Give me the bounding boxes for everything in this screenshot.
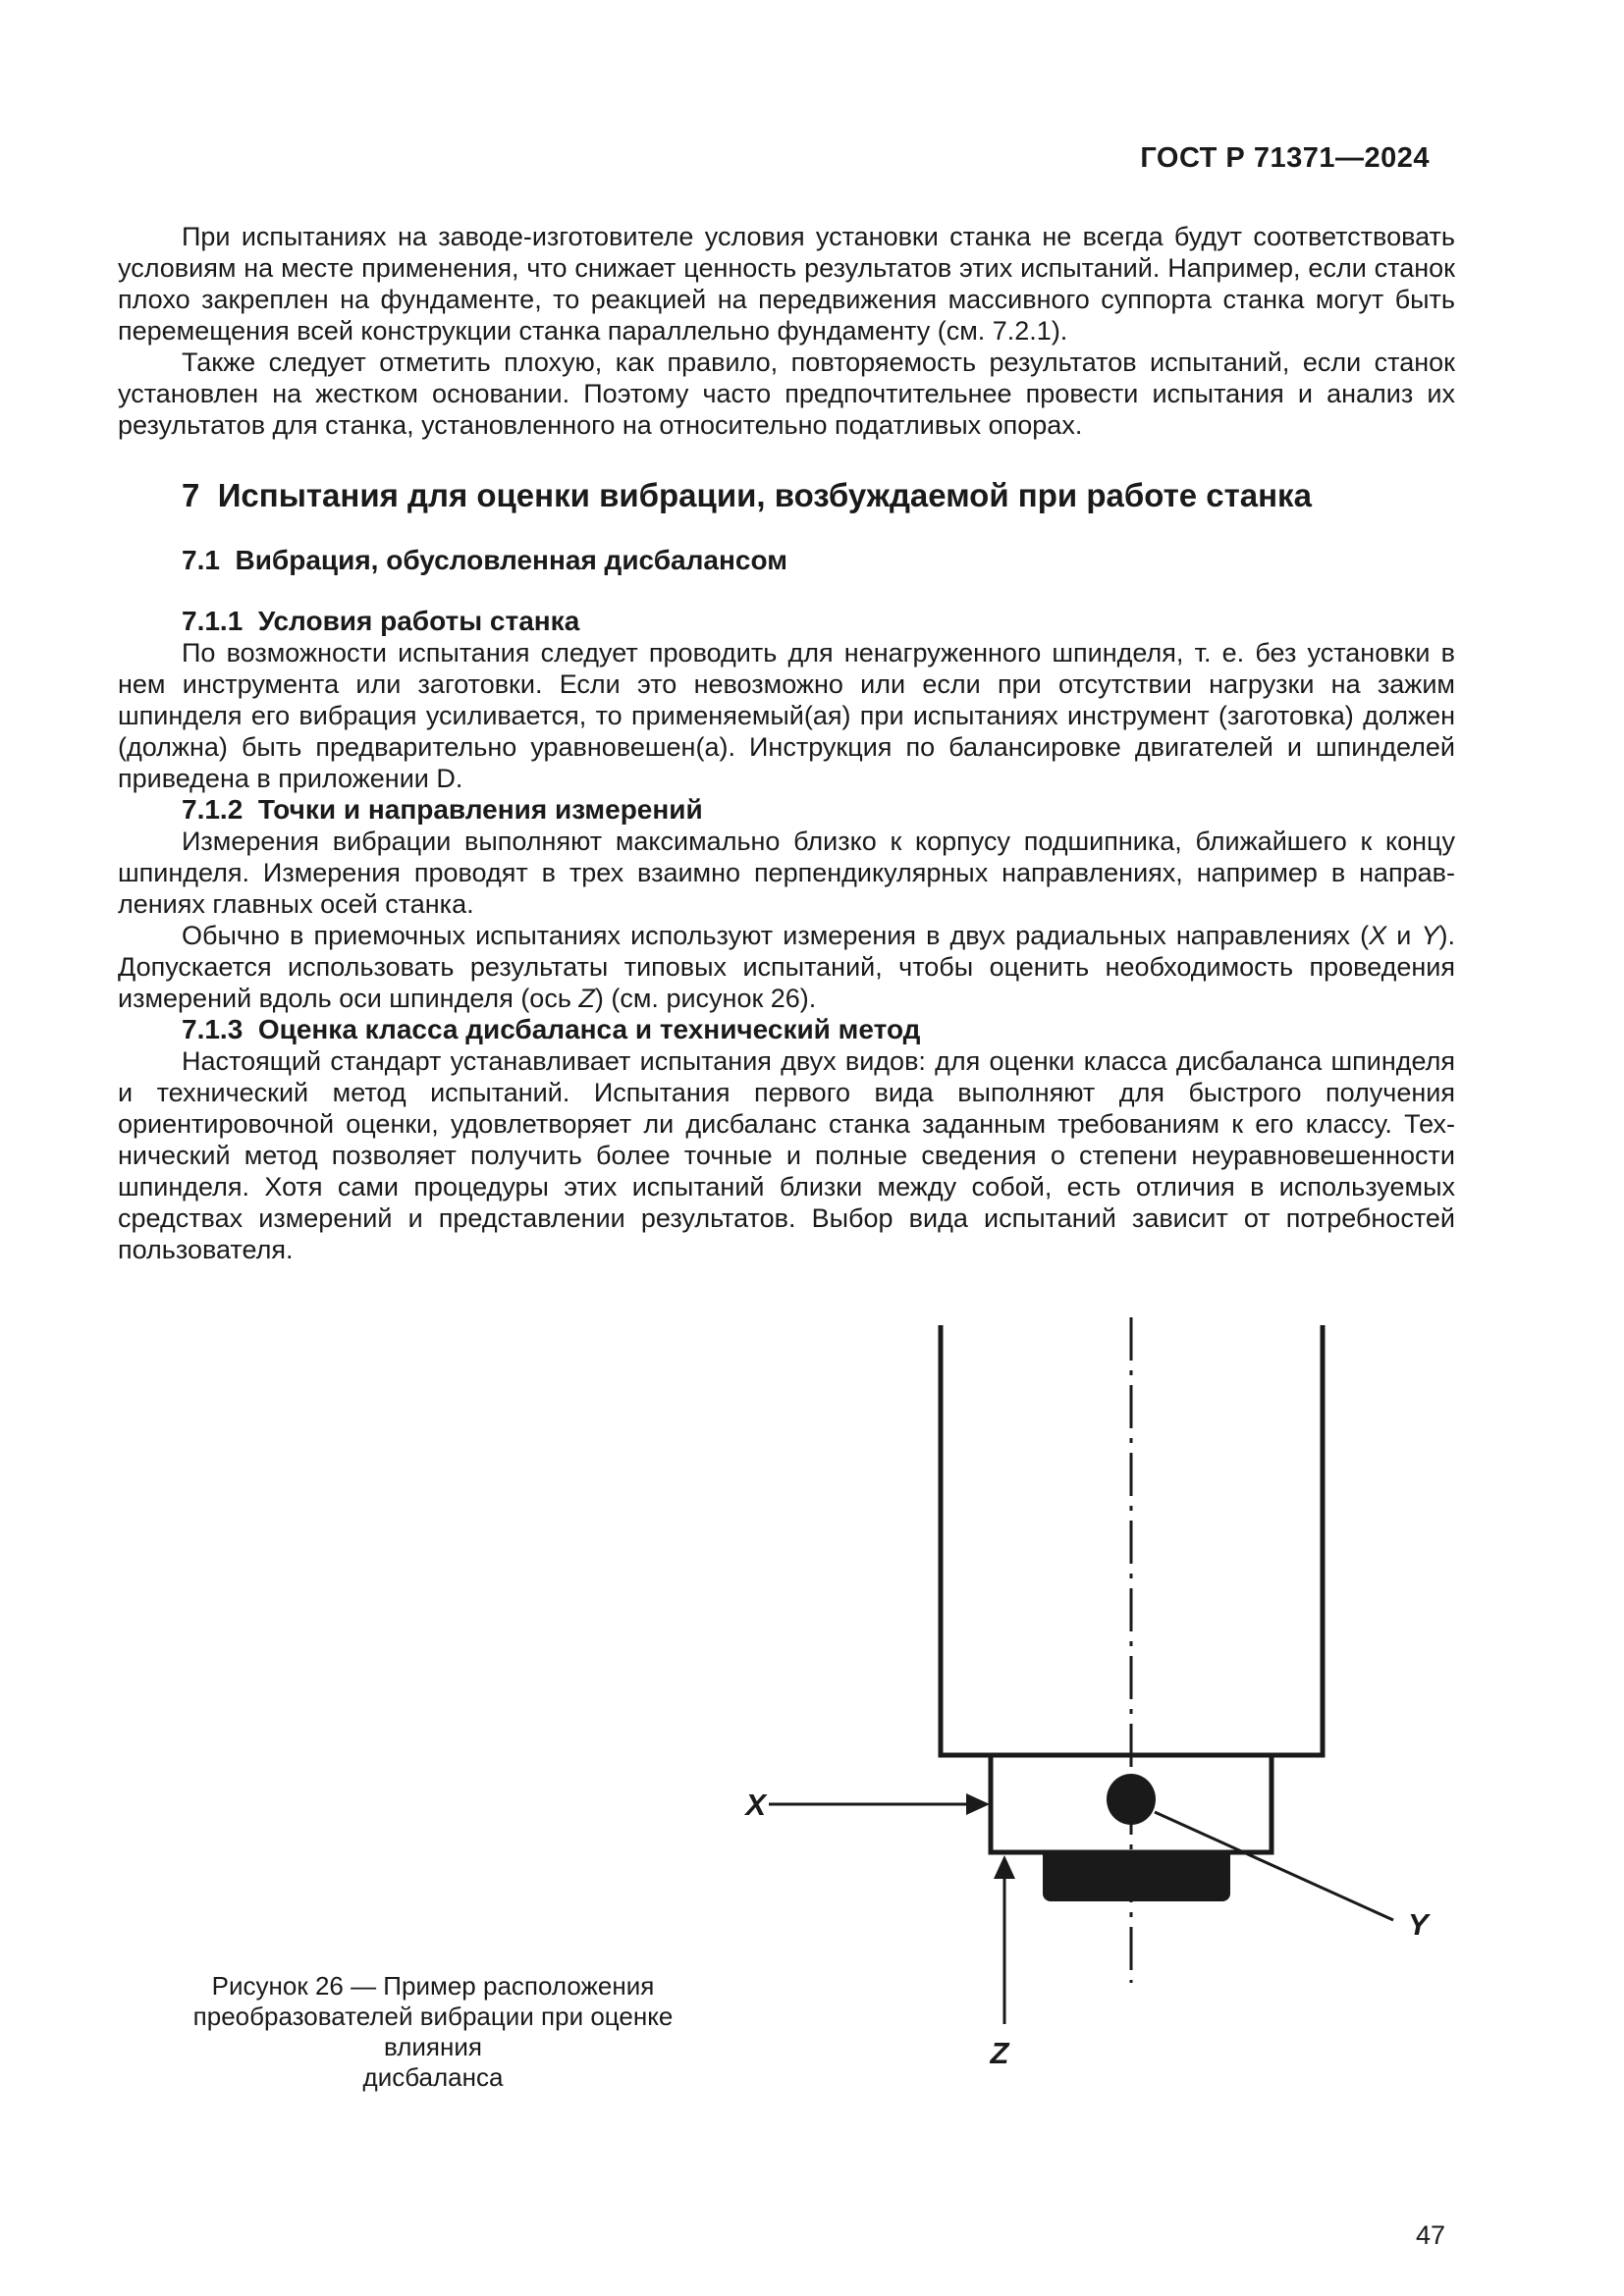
axis-y-inline: Y (1421, 921, 1439, 950)
caption-line-2: преобразователей вибрации при оценке влияния (192, 2002, 674, 2061)
figure-26-drawing (687, 1306, 1473, 2071)
caption-line-3: дисбаланса (362, 2062, 504, 2092)
paragraph-unbalance-class: Настоящий стандарт устанавливает испытания двух видов: для оценки класса дисбаланса шпинделя и технический метод испытаний. Испытания первого вида выполняют для быстрого получения ориентировочной оценки, удовлетворяет ли дисбаланс станка заданным требованиям к его классу. Технический метод позволяет получить более точные и полные сведения о степени неуравновешенности шпинделя. Хотя сами процедуры этих испытаний близки между собой, есть отличия в используемых средствах измерений и представлении результатов. Выбор вида испытаний зависит от потребностей пользователя. (118, 1046, 1455, 1264)
paragraph-spindle-operating-conditions: По возможности испытания следует проводить для ненагруженного шпинделя, т. е. без установки в нем инструмента или заготовки. Если это невозможно или если при отсутствии нагрузки на зажим шпинделя его вибрация усиливается, то применяемый(ая) при испытаниях инструмент (заготовка) должен (должна) быть предварительно уравновешен(а). Инструкция по балансировке двигателей и шпинделей приведена в приложении D. (118, 638, 1455, 793)
axis-z-label: Z (990, 2036, 1009, 2070)
x-arrow (769, 1793, 990, 1815)
axis-x-label: X (745, 1788, 766, 1822)
section-7-1-2-heading: 7.1.2 Точки и направления измерений (182, 794, 703, 825)
z-arrow (994, 1855, 1015, 2024)
text-segment: и (1386, 921, 1422, 950)
paragraph-measurement-points: Измерения вибрации выполняют максимально близко к корпусу подшипника, ближайшего к концу шпинделя. Измерения проводят в трех взаимно перпендикулярных направлениях, например в направлениях главных осей станка. (118, 827, 1455, 919)
spindle-nose-block (1043, 1853, 1230, 1901)
text-segment: ). Допускается использовать результаты типовых испытаний, чтобы оценить необходимость проведения измерений вдоль оси шпинделя (ось (118, 921, 1455, 1013)
paragraph-repeatability: Также следует отметить плохую, как правило, повторяемость результатов испытаний, если станок установлен на жестком основании. Поэтому часто предпочтительнее провести испытания и анализ их результатов для станка, установленного на относительно податливых опорах. (118, 347, 1455, 440)
caption-line-1: Рисунок 26 — Пример расположения (211, 1971, 655, 2001)
z-arrowhead (994, 1855, 1015, 1879)
paragraph-radial-directions (118, 920, 1455, 1014)
text-column (118, 142, 1455, 1265)
figure-26-caption (145, 1971, 721, 2093)
section-7-1-heading: 7.1 Вибрация, обусловленная дисбалансом (182, 545, 787, 575)
axis-x-inline: X (1369, 921, 1387, 950)
paragraph-installation-conditions: При испытаниях на заводе-изготовителе условия установки станка не всегда будут соответствовать условиям на месте применения, что снижает ценность результатов этих испытаний. Например, если станок плохо закреплен на фундаменте, то реакцией на передвижения массивного суппорта станка могут быть перемещения всей конструкции станка параллельно фундаменту (см. 7.2.1). (118, 222, 1455, 346)
x-arrowhead (966, 1793, 990, 1815)
axis-z-inline: Z (578, 984, 595, 1013)
text-segment: Обычно в приемочных испытаниях используют измерения в двух радиальных направлениях ( (182, 921, 1370, 950)
axis-y-label: Y (1408, 1907, 1429, 1942)
section-7-heading: 7 Испытания для оценки вибрации, возбуждаемой при работе станка (182, 477, 1312, 513)
section-7-1-3-heading: 7.1.3 Оценка класса дисбаланса и технический метод (182, 1014, 921, 1044)
section-7-1-1-heading: 7.1.1 Условия работы станка (182, 606, 580, 636)
page-number: 47 (1415, 2220, 1445, 2250)
transducer-dot (1107, 1774, 1156, 1825)
standard-designation-header: ГОСТ Р 71371—2024 (1140, 142, 1430, 174)
text-segment: ) (см. рисунок 26). (594, 984, 817, 1013)
